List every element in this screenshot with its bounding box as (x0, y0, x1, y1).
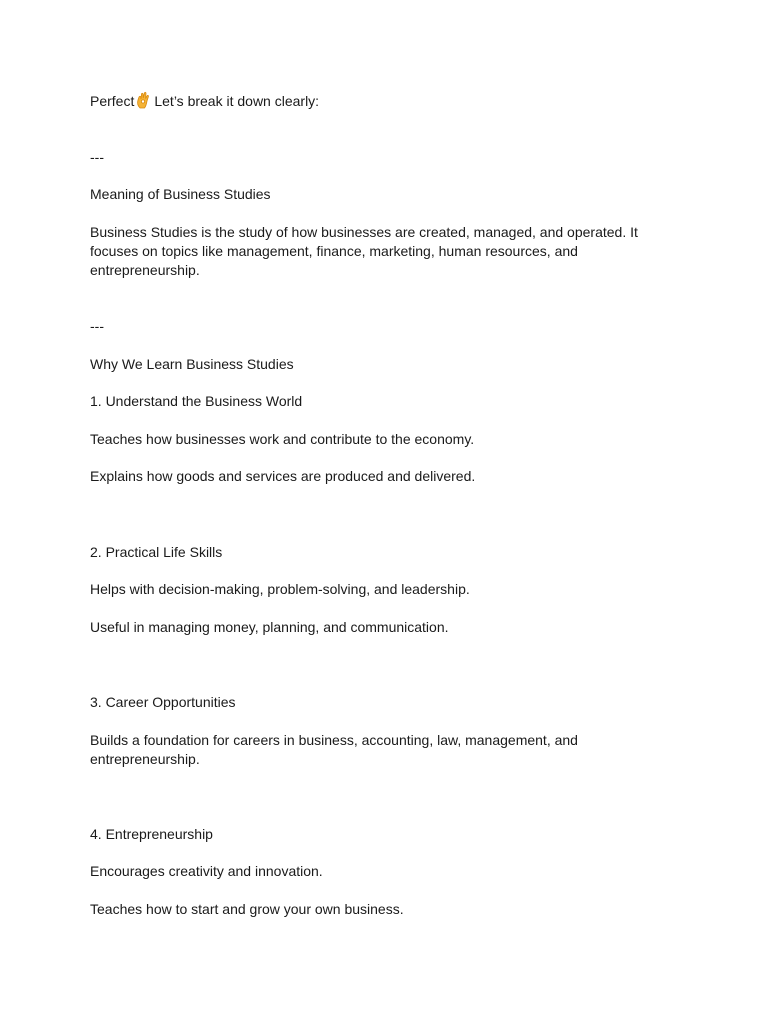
divider-1: --- (90, 149, 104, 165)
intro-text-after: Let’s break it down clearly: (154, 93, 320, 109)
point-3-title: 3. Career Opportunities (90, 694, 236, 710)
intro-text-before: Perfect (90, 93, 135, 109)
point-4-item-2: Teaches how to start and grow your own business. (90, 901, 404, 917)
meaning-body: Business Studies is the study of how businesses are created, managed, and operated. It focuses on topics like management, finance, marketing, human resources, and entrepreneurship. (90, 224, 638, 278)
point-1-item-2: Explains how goods and services are produced and delivered. (90, 468, 476, 484)
point-2-item-1: Helps with decision-making, problem-solving, and leadership. (90, 581, 470, 597)
why-heading: Why We Learn Business Studies (90, 356, 294, 372)
point-2-title: 2. Practical Life Skills (90, 544, 223, 560)
point-3-item-1: Builds a foundation for careers in business, accounting, law, management, and entrepreneurship. (90, 732, 578, 767)
point-2-item-2: Useful in managing money, planning, and communication. (90, 619, 449, 635)
ok-hand-icon (136, 91, 150, 114)
divider-2: --- (90, 318, 104, 334)
point-4-item-1: Encourages creativity and innovation. (90, 863, 323, 879)
meaning-heading: Meaning of Business Studies (90, 186, 271, 202)
point-1-item-1: Teaches how businesses work and contribute to the economy. (90, 431, 475, 447)
point-1-title: 1. Understand the Business World (90, 393, 303, 409)
point-4-title: 4. Entrepreneurship (90, 826, 213, 842)
intro-line (90, 91, 650, 114)
